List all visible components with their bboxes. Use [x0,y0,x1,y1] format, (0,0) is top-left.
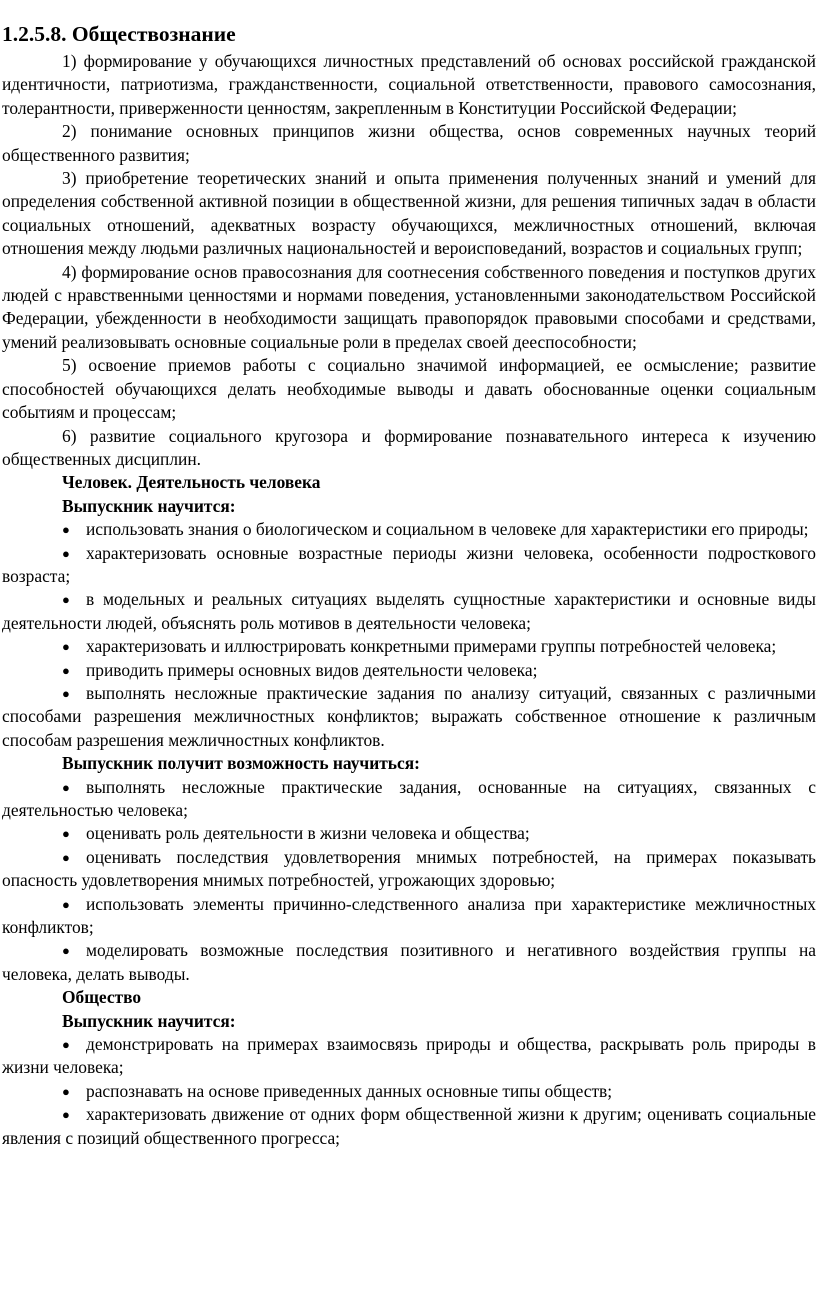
list-item-text: распознавать на основе приведенных данных основные типы обществ; [86,1080,613,1101]
bullet-icon: ● [62,662,70,678]
list-item [2,939,816,986]
list-item-text: приводить примеры основных видов деятельности человека; [86,659,538,680]
list-item-text: характеризовать и иллюстрировать конкретными примерами группы потребностей человека; [86,636,777,657]
bullet-icon: ● [62,1037,70,1053]
list-item [2,893,816,940]
list-item [2,846,816,893]
goal-paragraph-3: 3) приобретение теоретических знаний и опыта применения полученных знаний и умений для определения собственной активной позиции в общественной жизни, для решения типичных задач в области социальных отношений, адекватных возрасту обучающихся, межличностных отношений, включая отношения между людьми различных национальностей и вероисповеданий, возрастов и социальных групп; [2,168,816,259]
bullet-icon: ● [62,1107,70,1123]
goal-paragraph-6: 6) развитие социального кругозора и формирование познавательного интереса к изучению общественных дисциплин. [2,425,816,469]
list-item-text: демонстрировать на примерах взаимосвязь природы и общества, раскрывать роль природы в жизни человека; [2,1034,816,1078]
list-item [2,659,816,682]
bullet-icon: ● [62,896,70,912]
bullet-icon: ● [62,779,70,795]
list-item-text: выполнять несложные практические задания по анализу ситуаций, связанных с различными способами разрешения межличностных конфликтов; выражать собственное отношение к различным способам разрешения межличностных конфликтов. [2,682,816,750]
list-item [2,776,816,823]
list-item-text: характеризовать основные возрастные периоды жизни человека, особенности подросткового возраста; [2,542,816,586]
bullet-icon: ● [62,685,70,701]
bullet-icon: ● [62,849,70,865]
section-heading: 1.2.5.8. Обществознание [2,22,236,46]
bullet-icon: ● [62,826,70,842]
bullet-icon: ● [62,639,70,655]
list-item-text: оценивать последствия удовлетворения мнимых потребностей, на примерах показывать опасность удовлетворения мнимых потребностей, угрожающих здоровью; [2,846,816,891]
list-item-text: использовать знания о биологическом и социальном в человеке для характеристики его природы; [86,519,809,540]
list-item-text: использовать элементы причинно-следственного анализа при характеристике межличностных конфликтов; [2,893,816,938]
bullet-icon: ● [62,943,70,959]
list-item-text: оценивать роль деятельности в жизни человека и общества; [86,823,530,844]
list-item [2,588,816,635]
opportunity-label: Выпускник получит возможность научиться: [62,753,420,774]
goal-paragraph-4: 4) формирование основ правосознания для соотнесения собственного поведения и поступков других людей с нравственными ценностями и нормами поведения, установленными законодательством Российской Федерации, убежденности в необходимости защищать правопорядок правовыми способами и средствами, умений реализовывать основные социальные роли в пределах своей дееспособности; [2,261,816,352]
list-item-text: в модельных и реальных ситуациях выделять сущностные характеристики и основные виды деятельности людей, объяснять роль мотивов в деятельности человека; [2,589,816,633]
list-item [2,822,816,845]
list-item [2,542,816,589]
goal-paragraph-1: 1) формирование у обучающихся личностных представлений об основах российской гражданской идентичности, патриотизма, гражданственности, социальной ответственности, правового самосознания, толерантности, приверженности ценностям, закрепленным в Конституции Российской Федерации; [2,51,816,118]
list-item-text: характеризовать движение от одних форм общественной жизни к другим; оценивать социальные явления с позиций общественного прогресса; [2,1104,816,1148]
subsection-title-human: Человек. Деятельность человека [62,472,321,493]
subsection-title-society: Общество [62,987,142,1008]
bullet-icon: ● [62,545,70,561]
bullet-icon: ● [62,1083,70,1099]
list-item-text: выполнять несложные практические задания, основанные на ситуациях, связанных с деятельностью человека; [2,776,816,820]
goal-paragraph-5: 5) освоение приемов работы с социально значимой информацией, ее осмысление; развитие способностей обучающихся делать необходимые выводы и давать обоснованные оценки социальным событиям и процессам; [2,355,816,423]
list-item [2,1080,816,1103]
list-item [2,1033,816,1080]
list-item [2,635,816,658]
learn-label: Выпускник научится: [62,495,236,516]
list-item [2,1103,816,1150]
bullet-icon: ● [62,592,70,608]
list-item-text: моделировать возможные последствия позитивного и негативного воздействия группы на человека, делать выводы. [2,940,816,984]
list-item [2,518,816,541]
list-item [2,682,816,752]
bullet-icon: ● [62,522,70,538]
learn-label: Выпускник научится: [62,1010,236,1031]
goal-paragraph-2: 2) понимание основных принципов жизни общества, основ современных научных теорий общественного развития; [2,121,816,165]
